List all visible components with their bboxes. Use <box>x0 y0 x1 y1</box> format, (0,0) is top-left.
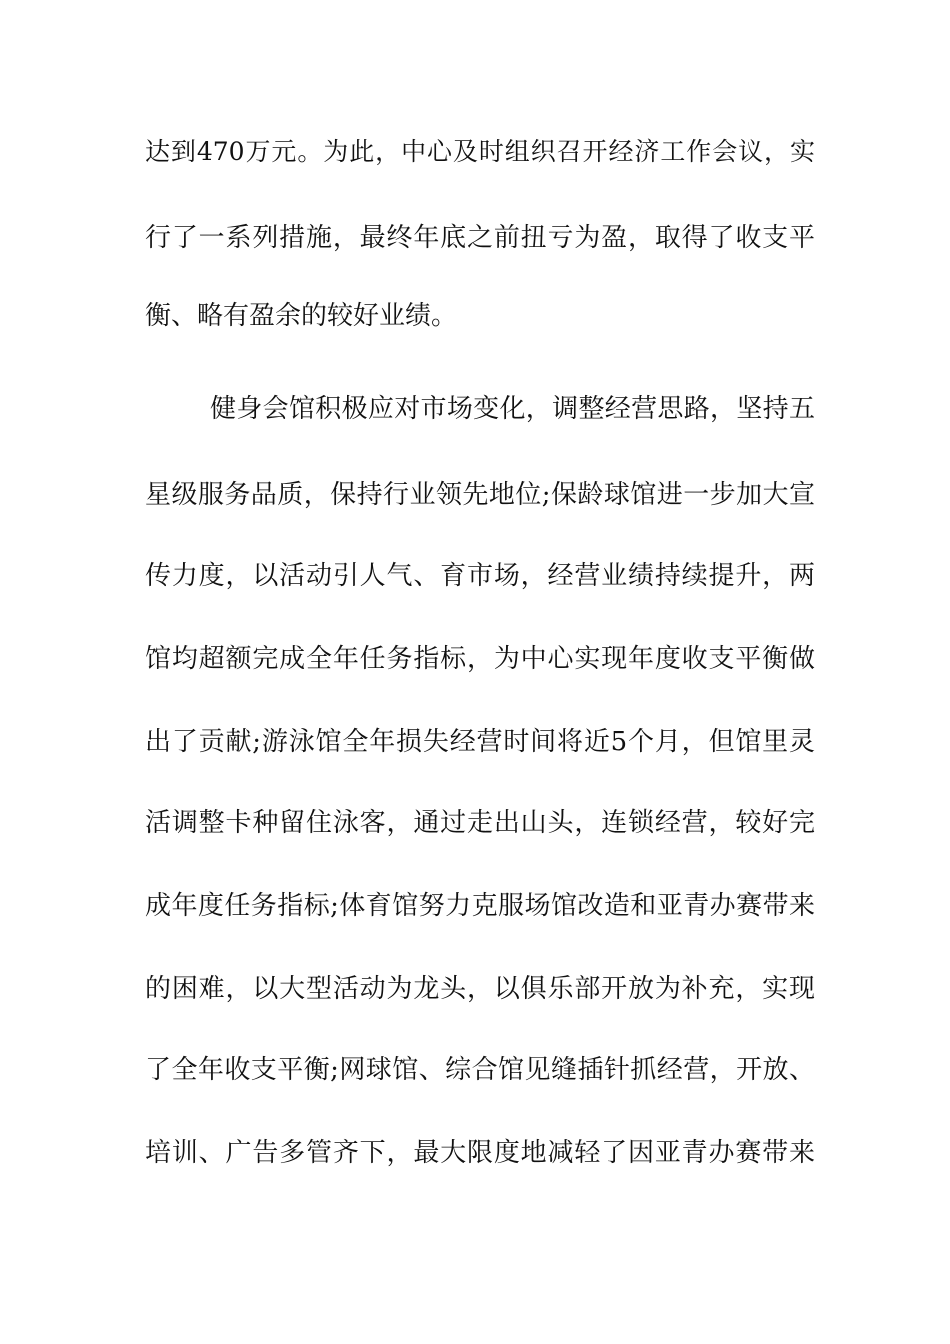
text-line: 成年度任务指标;体育馆努力克服场馆改造和亚青办赛带来 <box>145 891 815 921</box>
text-line: 衡、略有盈余的较好业绩。 <box>145 301 458 331</box>
text-line: 出了贡献;游泳馆全年损失经营时间将近5个月，但馆里灵 <box>145 727 815 757</box>
text-line: 的困难，以大型活动为龙头，以俱乐部开放为补充，实现 <box>145 974 815 1004</box>
text-line: 馆均超额完成全年任务指标，为中心实现年度收支平衡做 <box>145 644 815 674</box>
text-line: 行了一系列措施，最终年底之前扭亏为盈，取得了收支平 <box>145 223 815 253</box>
text-line: 达到470万元。为此，中心及时组织召开经济工作会议，实 <box>145 137 815 166</box>
text-line: 传力度，以活动引人气、育市场，经营业绩持续提升，两 <box>145 561 815 591</box>
text-line: 健身会馆积极应对市场变化，调整经营思路，坚持五 <box>210 394 815 424</box>
text-line: 活调整卡种留住泳客，通过走出山头，连锁经营，较好完 <box>145 808 815 838</box>
text-line: 培训、广告多管齐下，最大限度地减轻了因亚青办赛带来 <box>145 1138 815 1168</box>
text-line: 了全年收支平衡;网球馆、综合馆见缝插针抓经营，开放、 <box>145 1055 815 1085</box>
text-line: 星级服务品质，保持行业领先地位;保龄球馆进一步加大宣 <box>145 480 815 510</box>
